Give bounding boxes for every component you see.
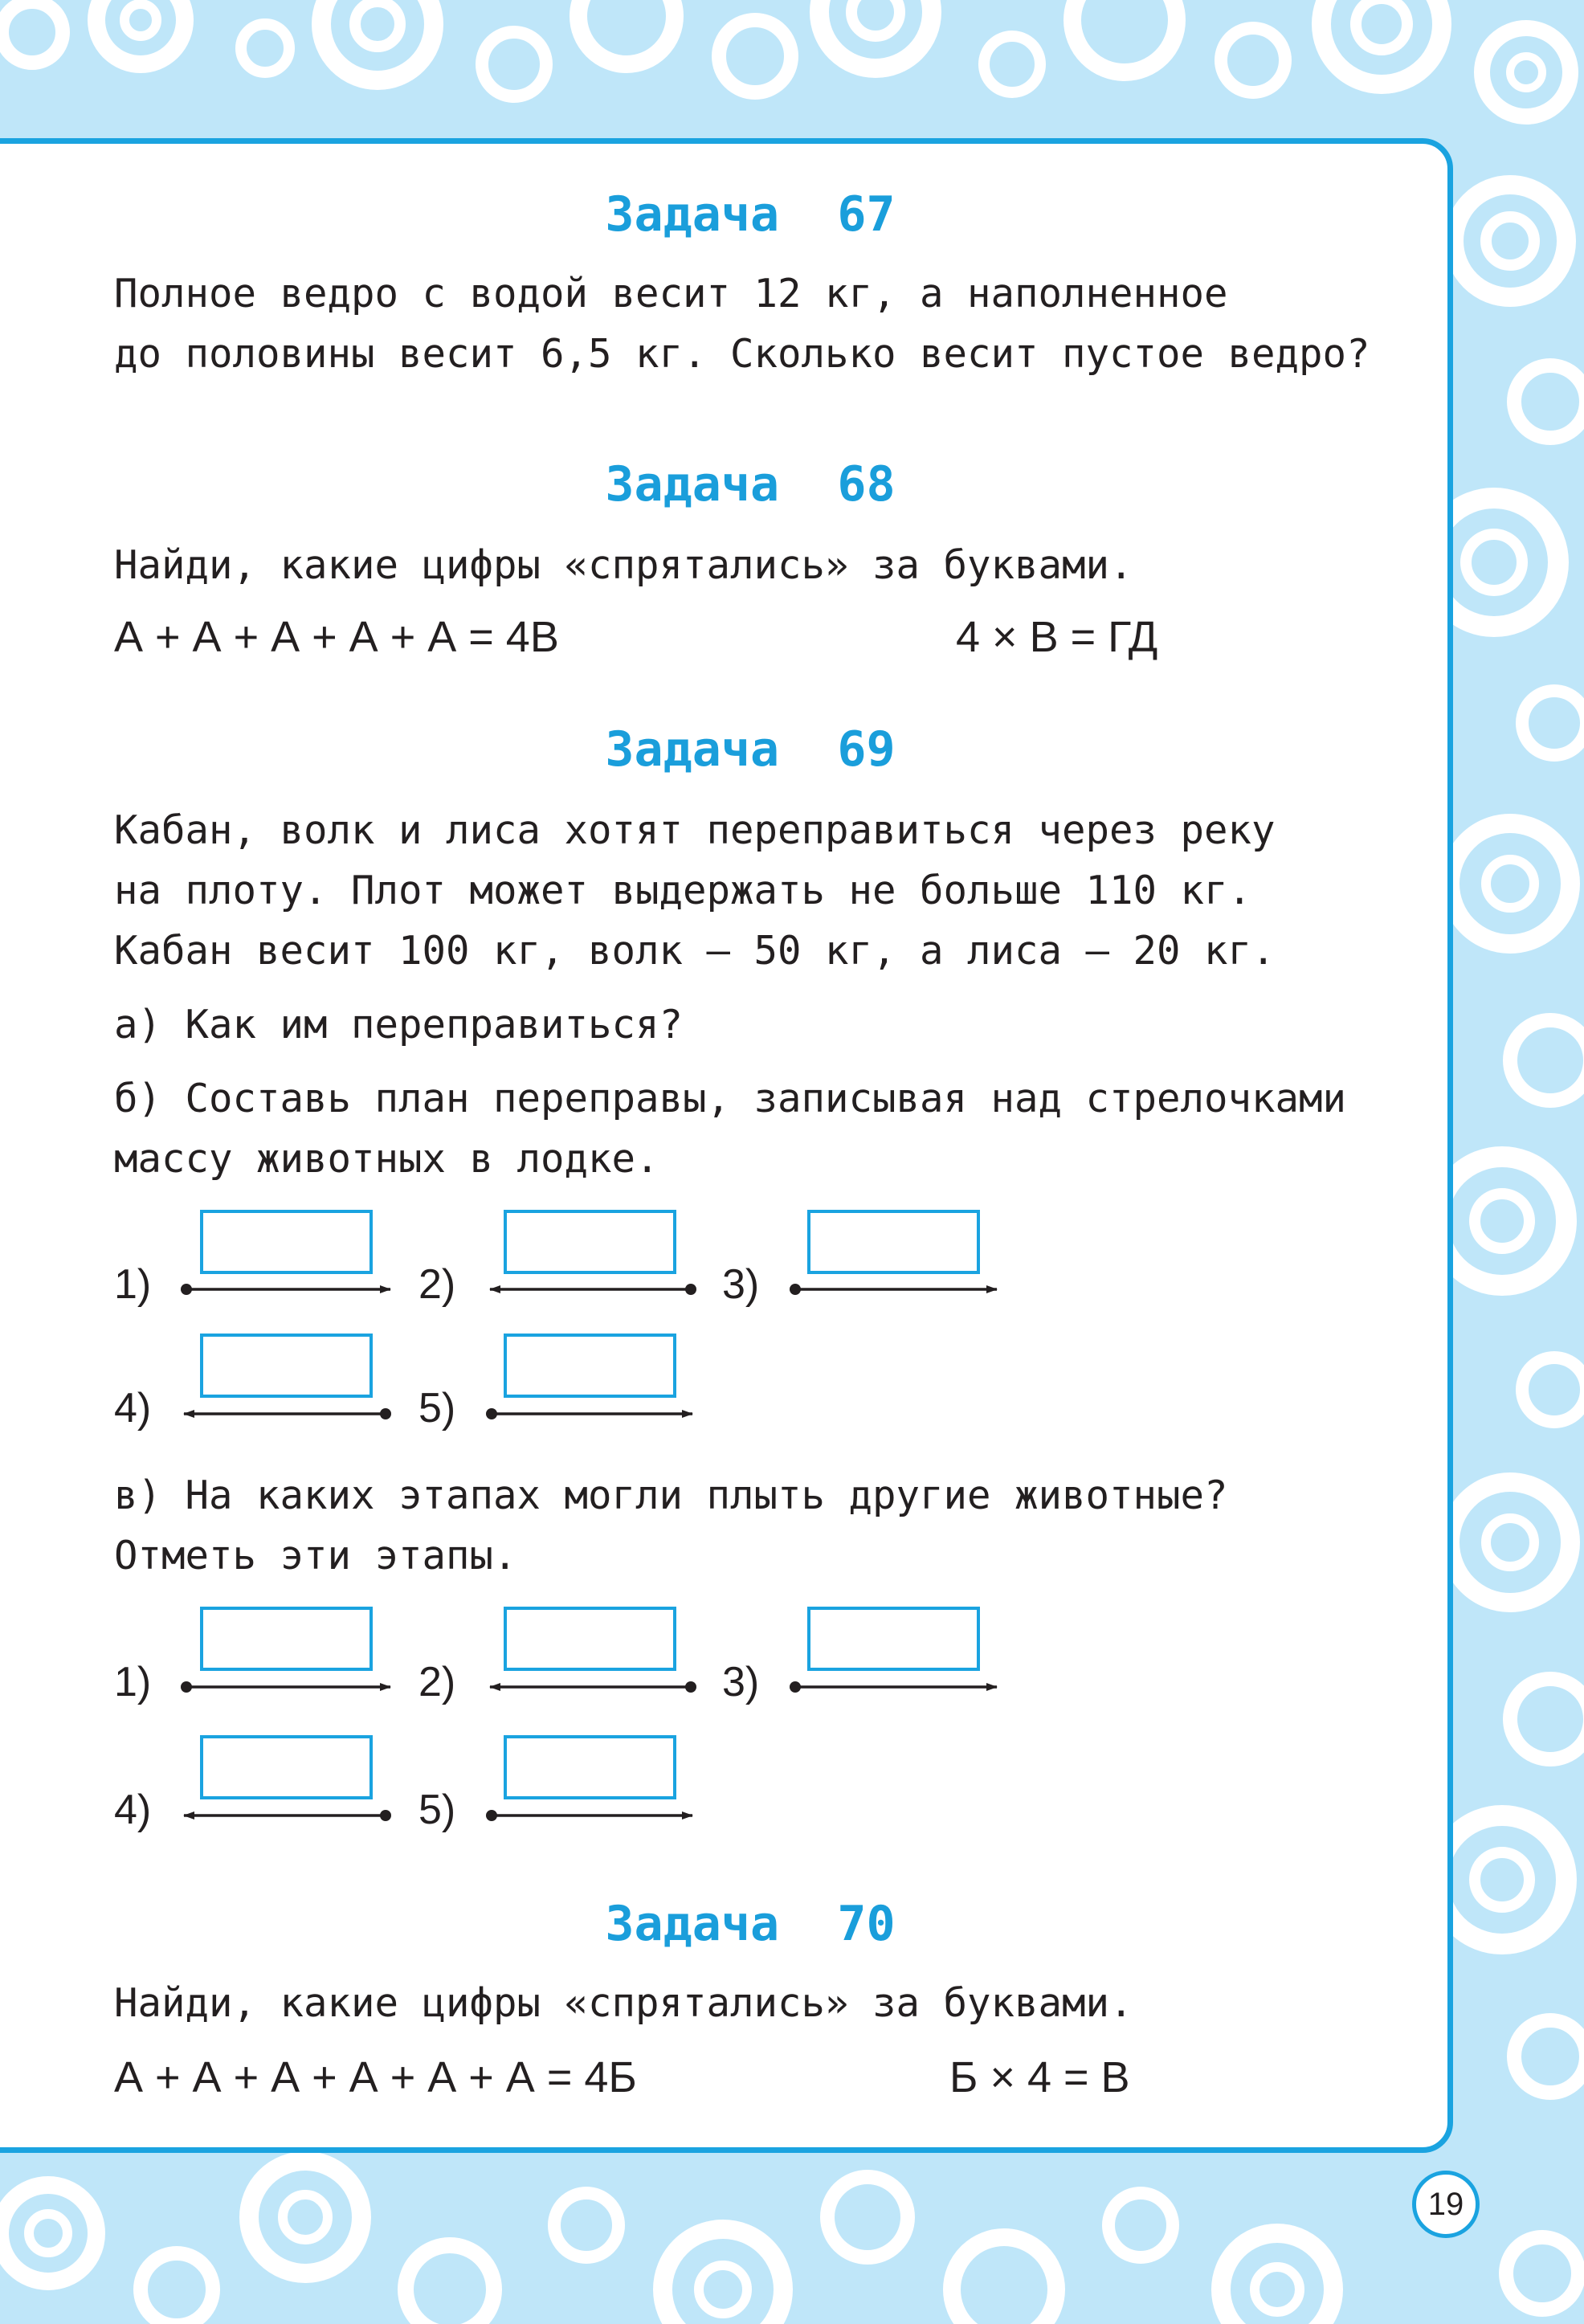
plan-c-label-3: 3) — [722, 1659, 760, 1705]
plan-b-arrow-dot-1 — [181, 1284, 192, 1295]
plan-b-label-4: 4) — [114, 1385, 152, 1432]
task-69-part-b-line-2: массу животных в лодке. — [114, 1136, 659, 1182]
task-67-line-1: Полное ведро с водой весит 12 кг, а наполненное — [114, 271, 1228, 317]
task-68-prompt: Найди, какие цифры «спрятались» за буквами. — [114, 542, 1133, 588]
plan-b-answer-box-1[interactable] — [202, 1211, 371, 1272]
task-68-equation-2: 4 × В = ГД — [956, 613, 1158, 661]
plan-c-arrow-dot-4 — [380, 1810, 391, 1821]
plan-c — [114, 1608, 997, 1833]
task-69-line-2: на плоту. Плот может выдержать не больше 110 кг. — [114, 868, 1252, 913]
page-number: 19 — [1412, 2171, 1480, 2238]
plan-b-arrow-dot-4 — [380, 1408, 391, 1419]
plan-b — [114, 1211, 997, 1432]
plan-b-answer-box-5[interactable] — [505, 1335, 675, 1396]
task-69-part-b-line-1: б) Составь план переправы, записывая над стрелочками — [114, 1076, 1347, 1121]
plan-c-arrow-dot-3 — [790, 1681, 801, 1693]
task-69-line-3: Кабан весит 100 кг, волк — 50 кг, а лиса — 20 кг. — [114, 928, 1276, 974]
plan-b-arrow-dot-5 — [486, 1408, 497, 1419]
plan-c-label-5: 5) — [418, 1787, 456, 1833]
task-69-line-1: Кабан, волк и лиса хотят переправиться через реку — [114, 807, 1276, 853]
task-70-prompt: Найди, какие цифры «спрятались» за буквами. — [114, 1980, 1133, 2026]
plan-c-arrow-dot-2 — [685, 1681, 696, 1693]
plan-b-label-1: 1) — [114, 1261, 152, 1308]
task-69-title: Задача 69 — [605, 721, 896, 778]
task-69-part-a: а) Как им переправиться? — [114, 1002, 684, 1048]
task-68-equation-1: А + А + А + А + А = 4В — [114, 613, 559, 661]
plan-b-arrow-dot-2 — [685, 1284, 696, 1295]
task-69-part-c-line-2: Отметь эти этапы. — [114, 1533, 517, 1579]
plan-c-label-1: 1) — [114, 1659, 152, 1705]
plan-c-answer-box-5[interactable] — [505, 1737, 675, 1798]
task-67-line-2: до половины весит 6,5 кг. Сколько весит пустое ведро? — [114, 331, 1370, 377]
plan-c-answer-box-3[interactable] — [809, 1608, 978, 1669]
plan-c-arrow-dot-5 — [486, 1810, 497, 1821]
plan-b-answer-box-2[interactable] — [505, 1211, 675, 1272]
plan-c-answer-box-2[interactable] — [505, 1608, 675, 1669]
task-70-equation-2: Б × 4 = В — [949, 2053, 1130, 2101]
task-68-title: Задача 68 — [605, 456, 896, 513]
plan-b-answer-box-4[interactable] — [202, 1335, 371, 1396]
task-69-part-c-line-1: в) На каких этапах могли плыть другие животные? — [114, 1472, 1228, 1518]
plan-c-arrow-dot-1 — [181, 1681, 192, 1693]
plan-b-label-5: 5) — [418, 1385, 456, 1432]
plan-c-answer-box-1[interactable] — [202, 1608, 371, 1669]
plan-b-arrow-dot-3 — [790, 1284, 801, 1295]
task-70-equation-1: А + А + А + А + А + А = 4Б — [114, 2053, 637, 2101]
task-70-title: Задача 70 — [605, 1896, 896, 1952]
plan-c-answer-box-4[interactable] — [202, 1737, 371, 1798]
plan-c-label-4: 4) — [114, 1787, 152, 1833]
task-67-title: Задача 67 — [605, 186, 896, 243]
plan-c-label-2: 2) — [418, 1659, 456, 1705]
plan-b-label-3: 3) — [722, 1261, 760, 1308]
plan-b-answer-box-3[interactable] — [809, 1211, 978, 1272]
plan-b-label-2: 2) — [418, 1261, 456, 1308]
